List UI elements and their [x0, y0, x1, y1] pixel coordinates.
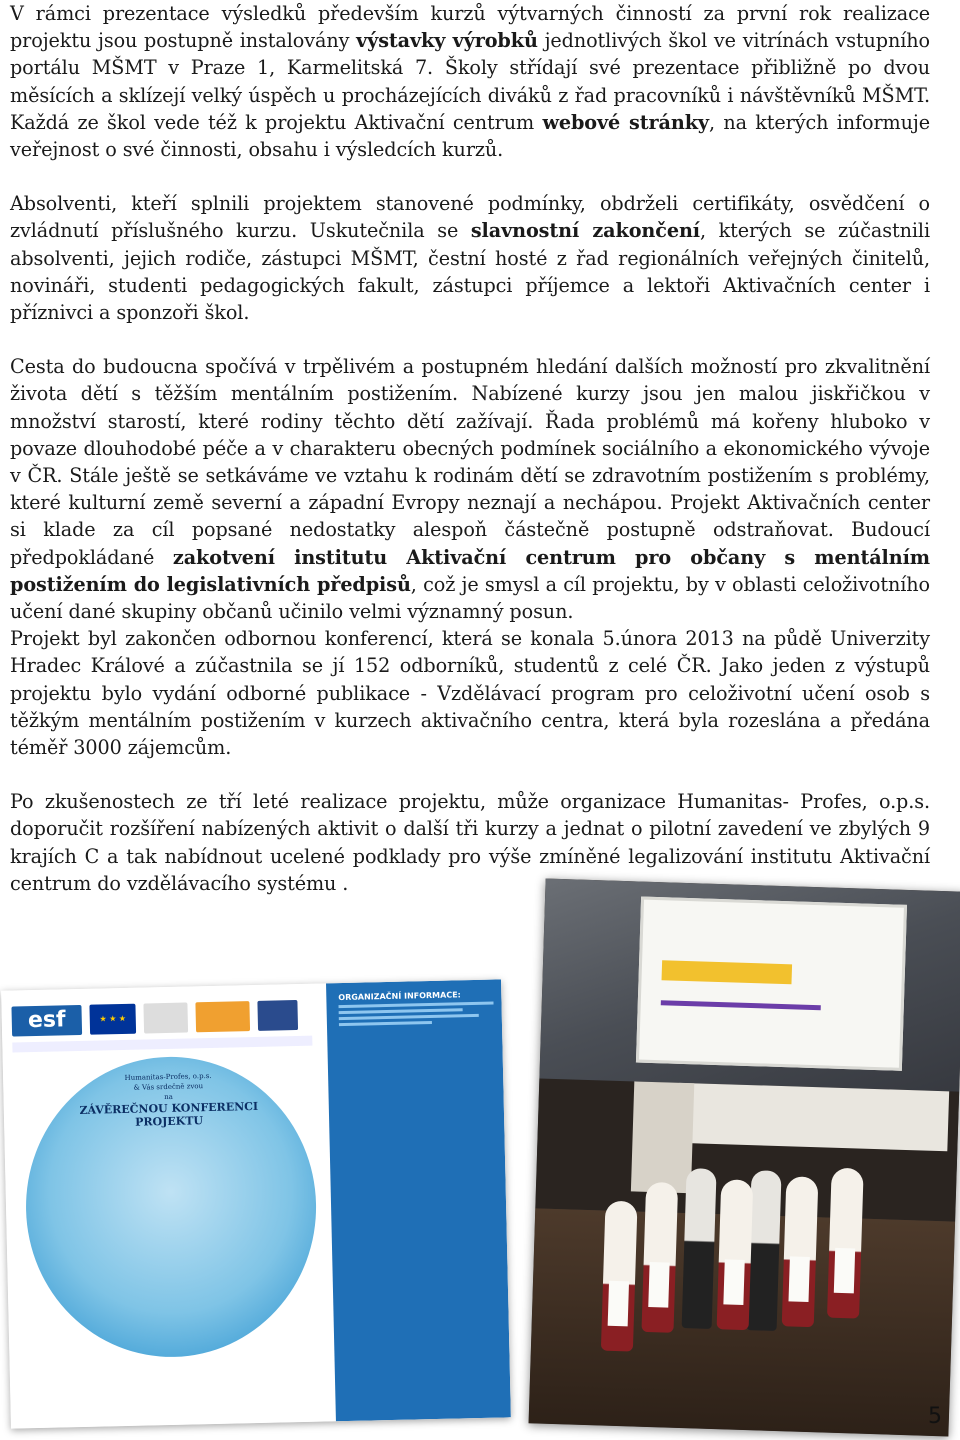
- flyer-info-divider: [339, 1002, 494, 1009]
- performer-boy: [682, 1168, 717, 1329]
- bold-term-ceremony: slavnostní zakončení: [470, 219, 700, 243]
- text-run: , což je smysl a cíl projektu, by v oblasti celoživotního učení dané skupiny občanů učinilo velmi významný posun.: [10, 572, 931, 624]
- eu-flag-logo: [89, 1003, 136, 1034]
- conference-flyer-image: [1, 979, 511, 1428]
- paragraph-experience: Po zkušenostech ze tří leté realizace projektu, může organizace Humanitas- Profes, o.p.s. doporučit rozšíření nabízených aktivit o další tři kurzy a jednat o pilotní zavedení ve zbylých 9 krajích C a tak nabídnout ucelené podklady pro výše zmíněné legalizování institutu Aktivační centrum do vzdělávacího systému .: [10, 790, 930, 895]
- humanitas-logo: [257, 1000, 298, 1031]
- text-run: , kterých se zúčastnili absolventi, jejich rodiče, zástupci MŠMT, čestní hosté z řad regionálních veřejných činitelů, novináři, studenti pedagogických fakult, zástupci příjemce a lektoři Aktivačních center i příznivci a sponzoři škol.: [10, 219, 930, 325]
- projection-screen: [636, 897, 907, 1071]
- flyer-info-text: [338, 990, 494, 1030]
- performer-girl: [782, 1176, 819, 1327]
- article-body: [10, 0, 930, 924]
- flyer-line: Humanitas-Profes, o.p.s.: [124, 1071, 212, 1082]
- apron: [834, 1248, 855, 1294]
- flyer-line: na: [164, 1092, 173, 1102]
- bold-term-websites: webové stránky: [542, 110, 709, 134]
- paragraph-exhibitions: [10, 0, 930, 163]
- photo-collage: [0, 885, 960, 1440]
- flyer-info-panel: [326, 979, 511, 1421]
- text-run: jednotlivých škol ve vitrínách vstupního portálu MŠMT v Praze 1, Karmelitská 7. Školy střídají své prezentace přibližně po dvou měsících a sklízejí velký úspěch u procházejících diváků z řad pracovníků i návštěvníků MŠMT. Každá ze škol vede též k projektu Aktivační centrum: [10, 29, 930, 134]
- apron: [648, 1262, 669, 1308]
- flyer-front: [1, 983, 336, 1428]
- flyer-info-divider: [339, 1021, 432, 1026]
- apron: [608, 1281, 629, 1327]
- performer-girl: [717, 1179, 754, 1330]
- paragraph-graduates: [10, 190, 930, 326]
- text-run: Absolventi, kteří splnili projektem stanovené podmínky, obdrželi certifikáty, osvědčení o zvládnutí příslušného kurzu. Uskutečnila se: [10, 192, 930, 243]
- op-logo: [195, 1001, 250, 1032]
- screen-purple-line: [661, 1000, 821, 1010]
- apron: [789, 1256, 810, 1302]
- msmt-logo: [143, 1002, 188, 1033]
- screen-yellow-band: [662, 960, 793, 984]
- bold-term-legislation: zakotvení institutu Aktivační centrum pro občany s mentálním postižením do legislativních předpisů: [10, 545, 930, 596]
- bold-term-exhibitions: výstavky výrobků: [356, 29, 538, 53]
- flyer-info-heading: ORGANIZAČNÍ INFORMACE:: [338, 990, 461, 1003]
- conference-photo: [529, 879, 960, 1437]
- esf-logo: esf: [11, 1004, 82, 1036]
- flyer-info-divider: [339, 1014, 479, 1020]
- flyer-line: & Vás srdečně zvou: [133, 1082, 204, 1092]
- performer-girl: [601, 1201, 638, 1352]
- apron: [723, 1259, 744, 1305]
- flyer-info-divider: [339, 1008, 463, 1014]
- paragraph-conference: Projekt byl zakončen odbornou konferencí, která se konala 5.února 2013 na půdě Univerzity Hradec Králové a zúčastnila se jí 152 odborníků, studentů z celé ČR. Jako jeden z výstupů projektu bylo vydání odborné publikace - Vzdělávací program pro celoživotní učení osob s těžkým mentálním postižením v kurzech aktivačního centra, která byla rozeslána a předána téměř 3000 zájemcům.: [10, 627, 930, 760]
- performer-girl: [641, 1182, 678, 1333]
- panel-desk: [677, 1083, 949, 1151]
- paragraph-future: [10, 353, 930, 625]
- flyer-invitation-text: [48, 1069, 289, 1130]
- text-run: V rámci prezentace výsledků především kurzů výtvarných činností za první rok realizace projektu jsou postupně instalovány: [10, 2, 930, 53]
- page-number: 5: [928, 1404, 942, 1429]
- text-run: Cesta do budoucna spočívá v trpělivém a postupném hledání dalších možností pro zkvalitnění života dětí s těžším mentálním postižením. Nabízené kurzy jsou jen malou jiskřičkou v množství starostí, které rodiny těchto dětí zažívají. Řada problémů má kořeny hluboko v povaze dlouhodobé péče a v charakteru obecných podmínek sociálního a ekonomického vývoje v ČR. Stále ještě se setkáváme ve vztahu k rodinám dětí se zdravotním postižením s problémy, které kulturní země severní a západní Evropy neznají a nechápou. Projekt Aktivačních center si klade za cíl popsané nedostatky alespoň částečně postupně odstraňovat. Budoucí předpokládané: [10, 355, 930, 569]
- flyer-title: ZÁVĚREČNOU KONFERENCI PROJEKTU: [79, 1099, 259, 1129]
- podium: [631, 1081, 694, 1193]
- text-run: , na kterých informuje veřejnost o své činnosti, obsahu i výsledcích kurzů.: [10, 110, 930, 162]
- performer-girl: [827, 1168, 864, 1319]
